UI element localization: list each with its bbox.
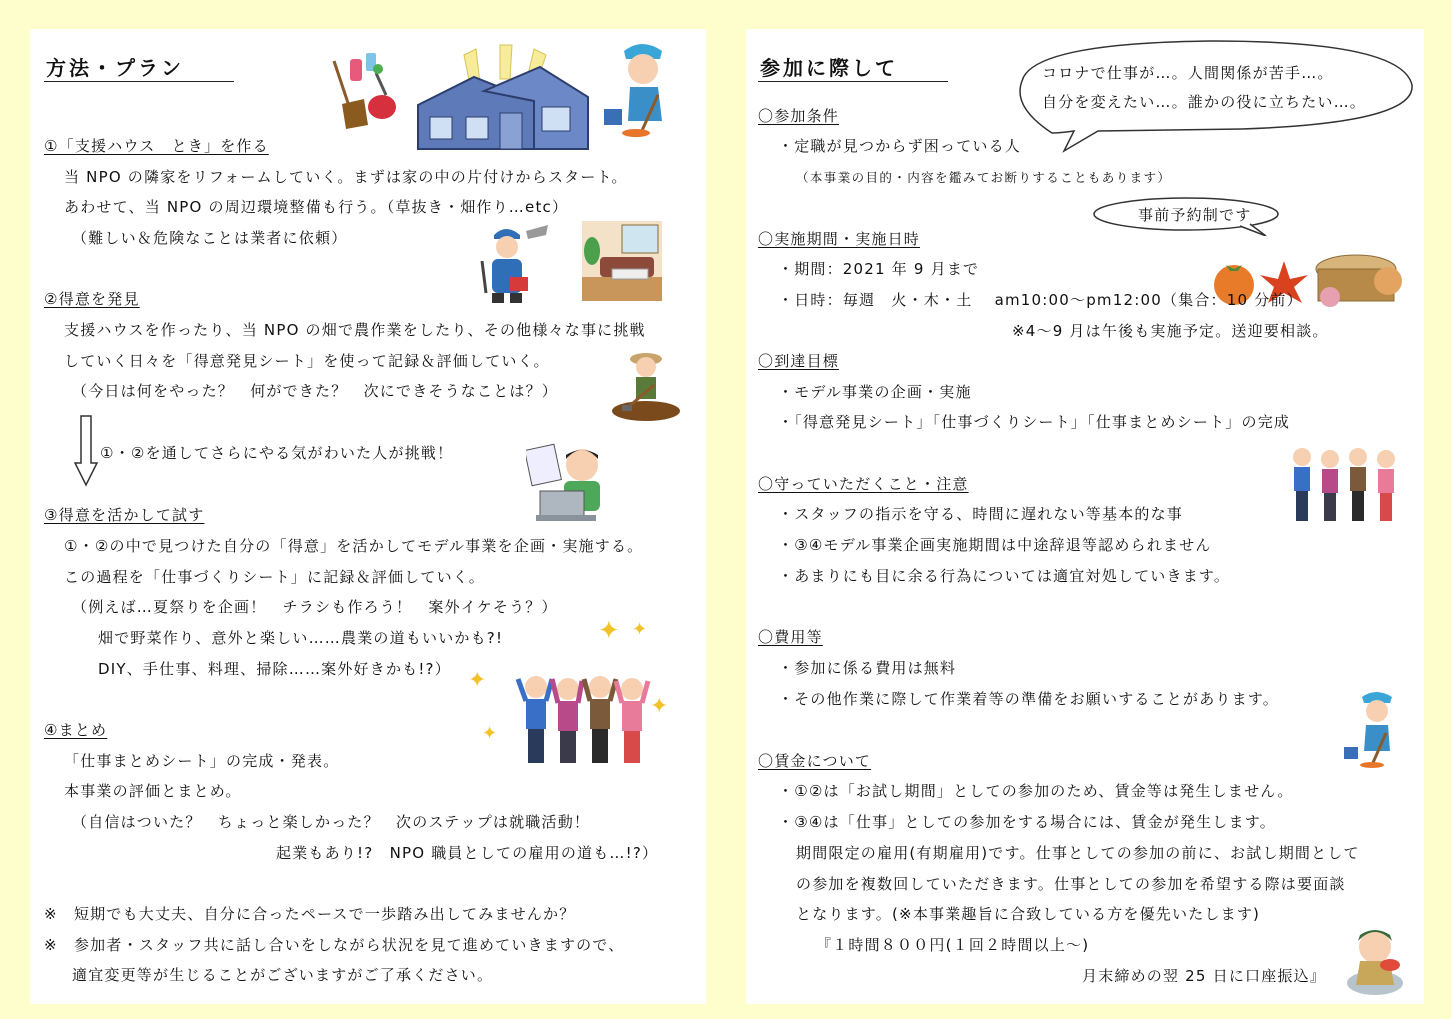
- section3-line2: この過程を「仕事づくりシート」に記録＆評価していく。: [64, 568, 485, 586]
- section1-line2: あわせて、当 NPO の周辺環境整備も行う。（草抜き・畑作り…etc）: [64, 198, 569, 216]
- note-1: ※ 短期でも大丈夫、自分に合ったペースで一歩踏み出してみませんか？: [44, 905, 576, 923]
- goal-line2: ・「得意発見シート」「仕事づくりシート」「仕事まとめシート」の完成: [778, 413, 1291, 431]
- living-room-illustration: [582, 221, 662, 301]
- farmer-illustration: [610, 349, 682, 423]
- wage-line4: の参加を複数回していただきます。仕事としての参加を希望する際は要面談: [796, 875, 1346, 893]
- goal-line1: ・モデル事業の企画・実施: [778, 383, 972, 401]
- svg-text:✦: ✦: [468, 668, 487, 693]
- rules-line2: ・③④モデル事業企画実施期間は中途辞退等認められません: [778, 536, 1212, 554]
- handyman-illustration: [476, 221, 552, 305]
- wage-heading: 〇賃金について: [758, 752, 872, 770]
- goal-heading: 〇到達目標: [758, 352, 840, 370]
- svg-text:✦: ✦: [632, 619, 648, 640]
- section4-line4: 起業もあり!? NPO 職員としての雇用の道も…!?）: [276, 844, 659, 862]
- cheering-people-illustration: [464, 619, 682, 769]
- arrow-text: ①・②を通してさらにやる気がわいた人が挑戦！: [100, 444, 454, 462]
- section1-line1: 当 NPO の隣家をリフォームしていく。まずは家の中の片付けからスタート。: [64, 168, 628, 186]
- section2-line3: （今日は何をやった？ 何ができた？ 次にできそうなことは？）: [72, 382, 559, 400]
- rules-line1: ・スタッフの指示を守る、時間に遅れない等基本的な事: [778, 505, 1184, 523]
- left-panel: [30, 29, 706, 1004]
- lucky-god-illustration: [1344, 921, 1406, 997]
- reservation-text: 事前予約制です: [1138, 206, 1252, 224]
- svg-text:✦: ✦: [598, 619, 620, 646]
- period-heading: 〇実施期間・実施日時: [758, 230, 921, 248]
- section4-heading: ④まとめ: [44, 721, 108, 739]
- section1-line3: （難しい＆危険なことは業者に依頼）: [72, 229, 348, 247]
- sweeping-staff-illustration: [1342, 689, 1412, 769]
- left-title: 方法・プラン: [46, 56, 184, 80]
- bubble-line2: 自分を変えたい…。誰かの役に立ちたい…。: [1042, 93, 1367, 111]
- section3-line4: 畑で野菜作り、意外と楽しい……農業の道もいいかも?!: [98, 629, 504, 647]
- wage-line1: ・①②は「お試し期間」としての参加のため、賃金等は発生しません。: [778, 782, 1294, 800]
- cost-line2: ・その他作業に際して作業着等の準備をお願いすることがあります。: [778, 690, 1280, 708]
- svg-text:✦: ✦: [650, 694, 669, 719]
- conditions-line2: （本事業の目的・内容を鑑みてお断りすることもあります）: [796, 170, 1172, 185]
- right-panel: [746, 29, 1424, 1004]
- conditions-heading: 〇参加条件: [758, 107, 840, 125]
- down-arrow-icon: [74, 415, 98, 487]
- section2-line2: していく日々を「得意発見シート」を使って記録＆評価していく。: [64, 352, 550, 370]
- note-3: 適宜変更等が生じることがございますがご了承ください。: [72, 966, 494, 984]
- section3-line5: DIY、手仕事、料理、掃除……案外好きかも!?）: [98, 660, 451, 678]
- section1-heading: ①「支援ハウス とき」を作る: [44, 137, 269, 155]
- cleaning-tools-illustration: [320, 49, 400, 129]
- section3-heading: ③得意を活かして試す: [44, 506, 205, 524]
- note-2: ※ 参加者・スタッフ共に話し合いをしながら状況を見て進めていきますので、: [44, 936, 625, 954]
- house-illustration: [414, 43, 590, 155]
- raised-hands-people-illustration: [1284, 439, 1404, 523]
- wage-line2: ・③④は「仕事」としての参加をする場合には、賃金が発生します。: [778, 813, 1276, 831]
- wage-line5: となります。(※本事業趣旨に合致している方を優先いたします): [796, 905, 1261, 923]
- sweeping-woman-illustration: [602, 39, 684, 137]
- period-line2: ・日時：毎週 火・木・土 am10:00～pm12:00（集合：10 分前）: [778, 291, 1303, 309]
- rules-line3: ・あまりにも目に余る行為については適宜対処していきます。: [778, 567, 1231, 585]
- wage-line6: 『１時間８００円(１回２時間以上～): [816, 936, 1090, 954]
- section3-line1: ①・②の中で見つけた自分の「得意」を活かしてモデル事業を企画・実施する。: [64, 537, 644, 555]
- wage-line3: 期間限定の雇用(有期雇用)です。仕事としての参加の前に、お試し期間として: [796, 844, 1360, 862]
- period-line1: ・期間：2021 年 9 月まで: [778, 260, 980, 278]
- rules-heading: 〇守っていただくこと・注意: [758, 475, 969, 493]
- section4-line2: 本事業の評価とまとめ。: [64, 782, 242, 800]
- right-title-underline: [758, 81, 948, 82]
- cost-line1: ・参加に係る費用は無料: [778, 659, 957, 677]
- section3-line3: （例えば…夏祭りを企画！ チラシも作ろう！ 案外イケそう？）: [72, 598, 558, 616]
- section4-line3: （自信はついた？ ちょっと楽しかった？ 次のステップは就職活動！: [72, 813, 591, 831]
- computer-man-illustration: [526, 441, 610, 523]
- section2-heading: ②得意を発見: [44, 290, 140, 308]
- section2-line1: 支援ハウスを作ったり、当 NPO の畑で農作業をしたり、その他様々な事に挑戦: [64, 321, 646, 339]
- right-title: 参加に際して: [760, 56, 898, 80]
- left-title-underline: [44, 81, 234, 82]
- conditions-line1: ・定職が見つからず困っている人: [778, 137, 1022, 155]
- period-line3: ※4～9 月は午後も実施予定。送迎要相談。: [1012, 322, 1329, 340]
- section4-line1: 「仕事まとめシート」の完成・発表。: [64, 752, 340, 770]
- cost-heading: 〇費用等: [758, 628, 823, 646]
- wage-line7: 月末締めの翌 25 日に口座振込』: [1082, 967, 1327, 985]
- bubble-line1: コロナで仕事が…。人間関係が苦手…。: [1042, 64, 1334, 82]
- svg-text:✦: ✦: [482, 723, 498, 744]
